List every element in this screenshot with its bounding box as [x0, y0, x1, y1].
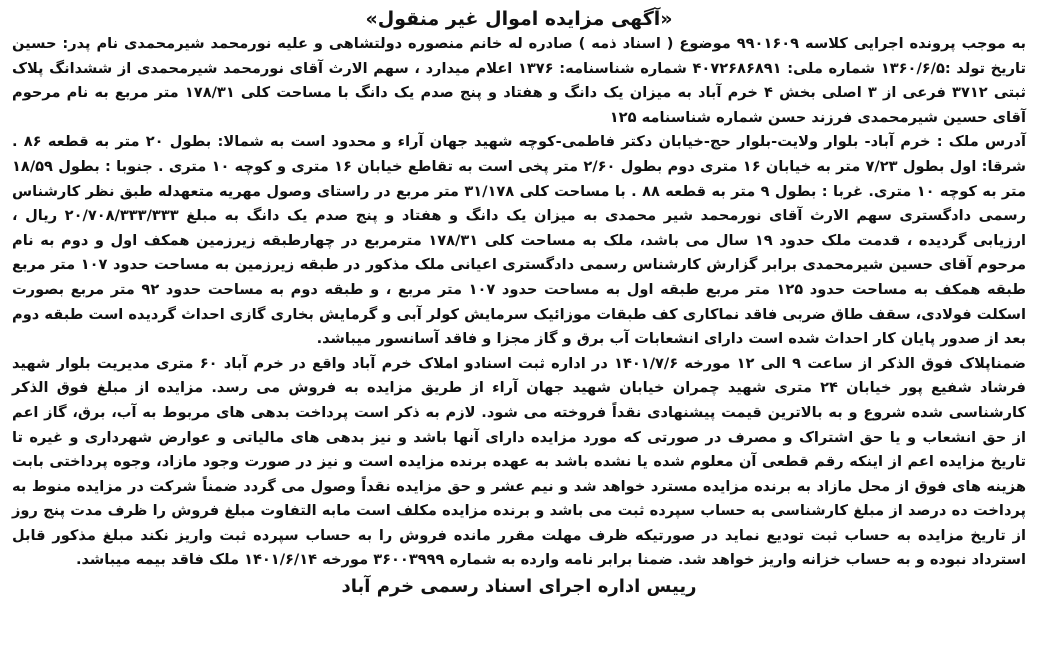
auction-notice — [8, 4, 1030, 645]
notice-paragraph-property: آدرس ملک : خرم آباد- بلوار ولایت-بلوار حج-خیابان دکتر فاطمی-کوچه شهید جهان آراء و محدود است به شمالا: بطول ۲۰ متر به قطعه ۸۶ . شرقا: اول بطول ۷/۲۳ متر به خیابان ۱۶ متری دوم بطول ۲/۶۰ متر پخی است به تقاطع خیابان ۱۶ متری و کوچه ۱۰ متری . جنوبا : بطول ۱۸/۵۹ متر به کوچه ۱۰ متری. غربا : بطول ۹ متر به قطعه ۸۸ . با مساحت کلی ۳۱/۱۷۸ متر مربع در راستای وصول مهریه متعهدله طبق نظر کارشناس رسمی دادگستری سهم الارث آقای نورمحمد شیر محمدی به میزان یک دانگ و هفتاد و پنج صدم یک دانگ به مبلغ ۲۰/۷۰۸/۳۳۳/۳۳۳ ریال ، ارزیابی گردیده ، قدمت ملک حدود ۱۹ سال می باشد، ملک به مساحت کلی ۱۷۸/۳۱ مترمربع در چهارطبقه زیرزمین همکف اول و دوم به نام مرحوم آقای حسین شیرمحمدی برابر گزارش کارشناس رسمی دادگستری اعیانی ملک مذکور در طبقه زیرزمین به مساحت حدود ۱۰۷ متر مربع طبقه همکف به مساحت حدود ۱۲۵ متر مربع طبقه اول به مساحت حدود ۱۰۷ متر مربع ، و طبقه دوم به مساحت حدود ۹۲ متر مربع بصورت اسکلت فولادی، سقف طاق ضربی فاقد نماکاری کف طبقات موزائیک سرمایش کولر آبی و گرمایش بخاری گازی احداث گردیده است طبقه دوم بعد از صدور پایان کار احداث شده است دارای انشعابات آب برق و گاز مجزا و فاقد آسانسور میباشد. — [12, 133, 1027, 348]
notice-signature: رییس اداره اجرای اسناد رسمی خرم آباد — [341, 576, 697, 598]
notice-paragraph-owner: به موجب پرونده اجرایی کلاسه ۹۹۰۱۶۰۹ موضوع ( اسناد ذمه ) صادره له خانم منصوره دولتشاهی و علیه نورمحمد شیرمحمدی نام پدر: حسین تاریخ تولد :۱۳۶۰/۶/۵ شماره ملی: ۴۰۷۲۶۸۶۸۹۱ شماره شناسنامه: ۱۳۷۶ اعلام میدارد ، سهم الارث آقای نورمحمد شیرمحمدی از ششدانگ پلاک ثبتی ۳۷۱۲ فرعی از ۳ اصلی بخش ۴ خرم آباد به میزان یک دانگ و هفتاد و پنج صدم یک دانگ با مساحت کلی ۱۷۸/۳۱ متر مربع به نام مرحوم آقای حسین شیرمحمدی فرزند حسن شماره شناسنامه ۱۲۵ — [12, 35, 1027, 126]
notice-paragraph-auction-terms: ضمناپلاک فوق الذکر از ساعت ۹ الی ۱۲ مورخه ۱۴۰۱/۷/۶ در اداره ثبت اسنادو املاک خرم آباد واقع در خرم آباد ۶۰ متری مدیریت بلوار شهید فرشاد شفیع پور خیابان ۲۴ متری شهید چمران خیابان شهید جهان آراء از طریق مزایده به فروش می رسد. مزایده از مبلغ فوق الذکر کارشناسی شده شروع و به بالاترین قیمت پیشنهادی نقداً فروخته می شود. لازم به ذکر است پرداخت بدهی های مربوط به آب، برق، گاز اعم از حق انشعاب و یا حق اشتراک و مصرف در صورتی که مورد مزایده دارای آنها باشد و نیز بدهی های مالیاتی و عوارض شهرداری و غیره تا تاریخ مزایده اعم از اینکه رقم قطعی آن معلوم شده یا نشده باشد به عهده برنده مزایده است و نیز در صورت وجود مازاد، وجوه پرداختی بابت هزینه های فوق از محل مازاد به برنده مزایده مسترد خواهد شد و نیم عشر و حق مزایده نقداً وصول می گردد ضمناً شرکت در مزایده منوط به پرداخت ده درصد از مبلغ کارشناسی به حساب سپرده ثبت می باشد و برنده مزایده مکلف است مابه التفاوت مبلغ فروش را ظرف مدت پنج روز از تاریخ مزایده به حساب ثبت تودیع نماید در صورتیکه ظرف مهلت مقرر مانده فروش را به حساب سپرده ثبت واریز نکند مبلغ مذکور قابل استرداد نبوده و به حساب خزانه واریز خواهد شد. ضمنا برابر نامه وارده به شماره ۳۶۰۰۳۹۹۹ مورخه ۱۴۰۱/۶/۱۴ ملک فاقد بیمه میباشد. — [12, 354, 1026, 569]
notice-title: «آگهی مزایده اموال غیر منقول» — [365, 8, 673, 30]
